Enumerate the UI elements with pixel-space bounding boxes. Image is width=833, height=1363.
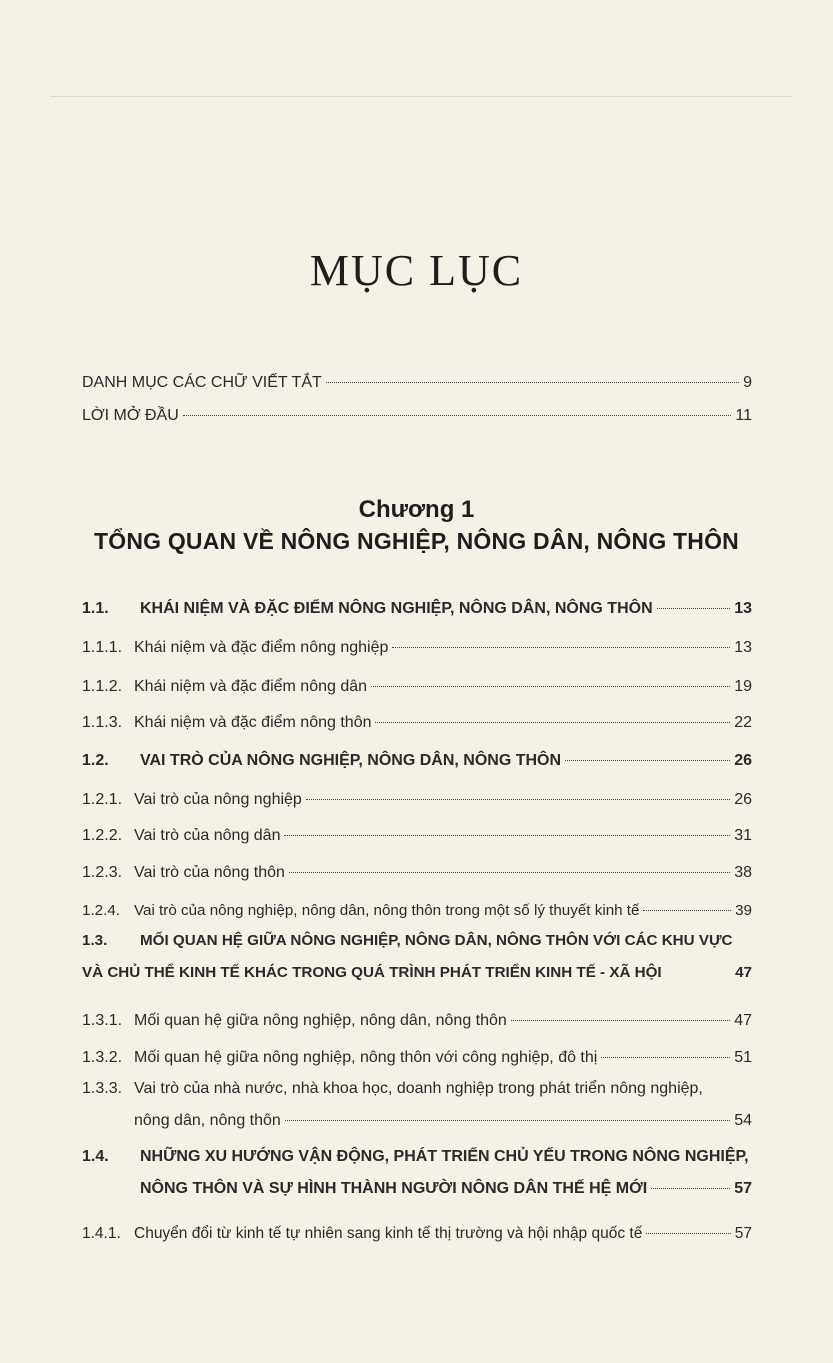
toc-page: 39: [735, 902, 752, 919]
toc-label: VAI TRÒ CỦA NÔNG NGHIỆP, NÔNG DÂN, NÔNG THÔN: [140, 752, 562, 769]
toc-row-1-2-3[interactable]: [82, 864, 752, 882]
leader-dots: [289, 872, 730, 873]
toc-label: DANH MỤC CÁC CHỮ VIẾT TẮT: [82, 374, 322, 391]
toc-row-1-3-1[interactable]: [82, 1012, 752, 1030]
toc-row-abbreviations[interactable]: [82, 374, 752, 392]
toc-page: 31: [734, 827, 752, 844]
toc-number: 1.2.2.: [82, 827, 123, 844]
chapter-title: TỔNG QUAN VỀ NÔNG NGHIỆP, NÔNG DÂN, NÔNG THÔN: [94, 528, 739, 554]
toc-label: KHÁI NIỆM VÀ ĐẶC ĐIỂM NÔNG NGHIỆP, NÔNG DÂN, NÔNG THÔN: [140, 600, 653, 617]
toc-label: Chuyển đổi từ kinh tế tự nhiên sang kinh tế thị trường và hội nhập quốc tế: [134, 1225, 643, 1242]
leader-dots: [284, 835, 730, 836]
toc-label-line1: MỐI QUAN HỆ GIỮA NÔNG NGHIỆP, NÔNG DÂN, NÔNG THÔN VỚI CÁC KHU VỰC: [140, 932, 733, 949]
toc-row-1-1-2[interactable]: [82, 678, 752, 696]
leader-dots: [643, 910, 731, 911]
toc-row-preface[interactable]: [82, 407, 752, 425]
leader-dots: [392, 647, 730, 648]
toc-number: 1.3.3.: [82, 1080, 123, 1097]
toc-row-1-4[interactable]: [82, 1148, 752, 1212]
toc-number: 1.4.: [82, 1148, 109, 1165]
toc-page: 26: [734, 791, 752, 808]
toc-number: 1.1.2.: [82, 678, 123, 695]
leader-dots: [565, 760, 730, 761]
toc-page: 22: [734, 714, 752, 731]
show-through-rule: [50, 96, 793, 97]
toc-label-line1: NHỮNG XU HƯỚNG VẬN ĐỘNG, PHÁT TRIỂN CHỦ YẾU TRONG NÔNG NGHIỆP,: [140, 1148, 749, 1165]
toc-label-line1: Vai trò của nhà nước, nhà khoa học, doanh nghiệp trong phát triển nông nghiệp,: [134, 1080, 703, 1097]
toc-row-1-3-2[interactable]: [82, 1049, 752, 1067]
toc-number: 1.4.1.: [82, 1225, 121, 1242]
toc-row-1-2[interactable]: [82, 752, 752, 770]
toc-label: Vai trò của nông nghiệp: [134, 791, 302, 808]
toc-label: Khái niệm và đặc điểm nông thôn: [134, 714, 372, 731]
leader-dots: [306, 799, 730, 800]
toc-row-1-4-1[interactable]: [82, 1225, 752, 1243]
toc-row-1-2-1[interactable]: [82, 791, 752, 809]
toc-number: 1.2.3.: [82, 864, 123, 881]
toc-label: Vai trò của nông nghiệp, nông dân, nông thôn trong một số lý thuyết kinh tế: [134, 902, 640, 919]
toc-label: Mối quan hệ giữa nông nghiệp, nông thôn với công nghiệp, đô thị: [134, 1049, 598, 1066]
chapter-label: Chương 1: [358, 496, 475, 523]
toc-label: Mối quan hệ giữa nông nghiệp, nông dân, nông thôn: [134, 1012, 507, 1029]
toc-number: 1.3.: [82, 932, 108, 949]
toc-page: 57: [734, 1225, 752, 1242]
toc-page: 9: [743, 374, 752, 391]
toc-row-1-3[interactable]: [82, 932, 752, 996]
toc-page: 47: [734, 1012, 752, 1029]
toc-page: 54: [734, 1112, 752, 1129]
toc-row-1-1-1[interactable]: [82, 639, 752, 657]
toc-page: 38: [734, 864, 752, 881]
leader-dots: [646, 1233, 730, 1234]
toc-label: Vai trò của nông thôn: [134, 864, 285, 881]
toc-row-1-2-2[interactable]: [82, 827, 752, 845]
toc-number: 1.3.2.: [82, 1049, 123, 1066]
leader-dots: [601, 1057, 730, 1058]
toc-row-1-1[interactable]: [82, 600, 752, 618]
page-title: MỤC LỤC: [309, 246, 524, 295]
leader-dots: [511, 1020, 730, 1021]
toc-page: 13: [734, 639, 752, 656]
toc-label-line2: nông dân, nông thôn: [134, 1112, 281, 1129]
toc-page: 26: [734, 752, 752, 769]
toc-number: 1.2.4.: [82, 902, 120, 919]
toc-number: 1.1.3.: [82, 714, 123, 731]
toc-row-1-2-4[interactable]: [82, 902, 752, 919]
toc-number: 1.3.1.: [82, 1012, 123, 1029]
toc-row-1-1-3[interactable]: [82, 714, 752, 732]
leader-dots: [651, 1188, 730, 1189]
toc-label-line2: VÀ CHỦ THỂ KINH TẾ KHÁC TRONG QUÁ TRÌNH PHÁT TRIỂN KINH TẾ - XÃ HỘI: [82, 964, 662, 981]
toc-label: Vai trò của nông dân: [134, 827, 281, 844]
leader-dots: [326, 382, 739, 383]
leader-dots: [371, 686, 730, 687]
leader-dots: [375, 722, 730, 723]
toc-label: Khái niệm và đặc điểm nông dân: [134, 678, 368, 695]
toc-page: 13: [734, 600, 752, 617]
leader-dots: [285, 1120, 730, 1121]
toc-label: Khái niệm và đặc điểm nông nghiệp: [134, 639, 389, 656]
toc-page: 47: [735, 964, 752, 981]
toc-page: 57: [734, 1180, 752, 1197]
toc-number: 1.2.: [82, 752, 109, 769]
toc-label-line2: NÔNG THÔN VÀ SỰ HÌNH THÀNH NGƯỜI NÔNG DÂN THẾ HỆ MỚI: [140, 1180, 648, 1197]
toc-row-1-3-3[interactable]: [82, 1080, 752, 1144]
toc-number: 1.2.1.: [82, 791, 123, 808]
toc-page: 19: [734, 678, 752, 695]
toc-page: 11: [735, 407, 752, 424]
toc-page: 51: [734, 1049, 752, 1066]
toc-label: LỜI MỞ ĐẦU: [82, 407, 179, 424]
toc-number: 1.1.1.: [82, 639, 123, 656]
leader-dots: [183, 415, 732, 416]
toc-number: 1.1.: [82, 600, 109, 617]
leader-dots: [657, 608, 731, 609]
